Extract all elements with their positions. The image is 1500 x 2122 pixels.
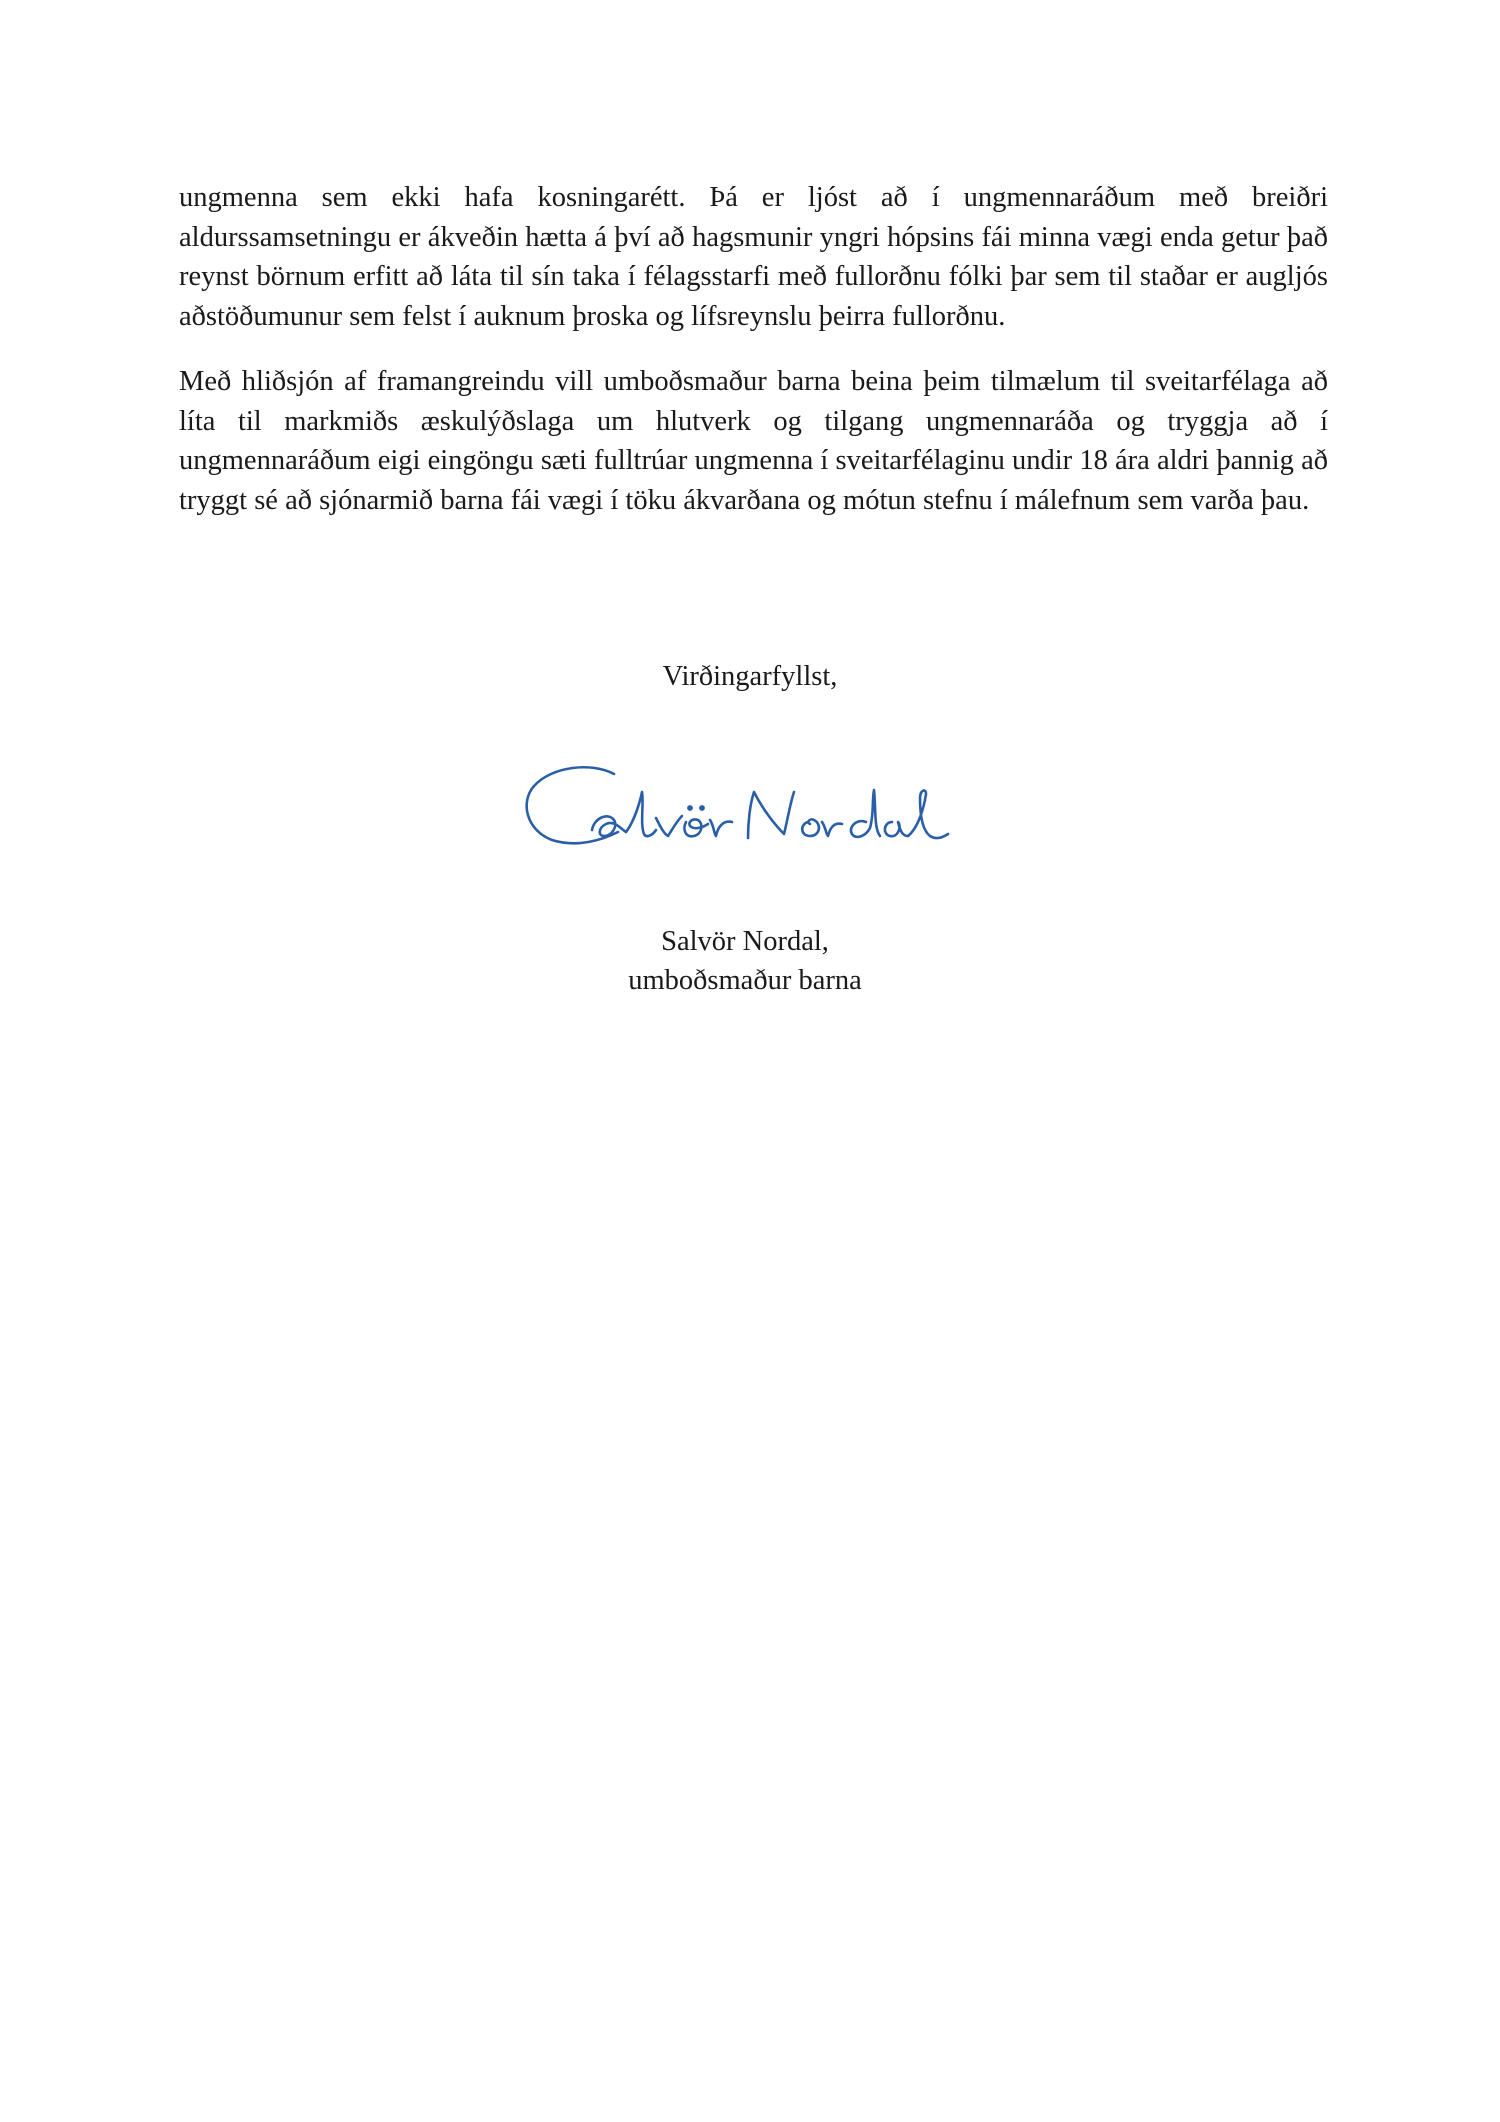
- letter-body: [179, 178, 1328, 520]
- signer-name: Salvör Nordal,: [661, 926, 829, 957]
- handwritten-signature: [522, 752, 982, 862]
- signer-title: umboðsmaður barna: [628, 965, 862, 996]
- paragraph-2: Með hliðsjón af framangreindu vill umboðsmaður barna beina þeim tilmælum til sveitarfélaga að líta til markmiðs æskulýðslaga um hlutverk og tilgang ungmennaráða og tryggja að í ungmennaráðum eigi eingöngu sæti fulltrúar ungmenna í sveitarfélaginu undir 18 ára aldri þannig að tryggt sé að sjónarmið barna fái vægi í töku ákvarðana og mótun stefnu í málefnum sem varða þau.: [179, 366, 1328, 516]
- paragraph-1: ungmenna sem ekki hafa kosningarétt. Þá er ljóst að í ungmennaráðum með breiðri aldurssamsetningu er ákveðin hætta á því að hagsmunir yngri hópsins fái minna vægi enda getur það reynst börnum erfitt að láta til sín taka í félagsstarfi með fullorðnu fólki þar sem til staðar er augljós aðstöðumunur sem felst í auknum þroska og lífsreynslu þeirra fullorðnu.: [179, 182, 1328, 332]
- closing-greeting: Virðingarfyllst,: [662, 661, 838, 692]
